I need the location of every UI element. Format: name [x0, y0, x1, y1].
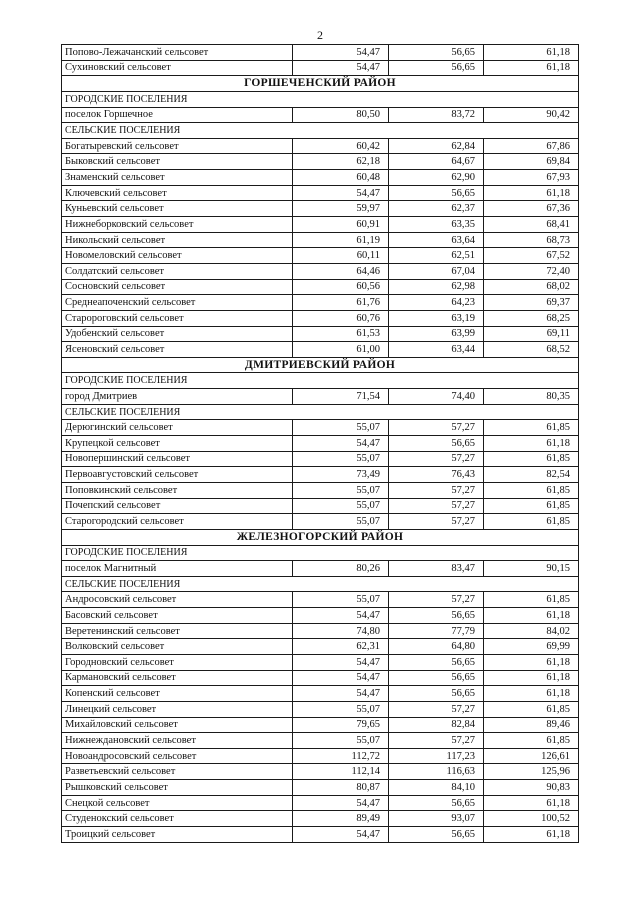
value-cell-2: 62,37	[389, 201, 484, 217]
subsection-label: СЕЛЬСКИЕ ПОСЕЛЕНИЯ	[62, 123, 579, 139]
value-cell-1: 61,76	[293, 295, 389, 311]
value-cell-3: 61,18	[484, 185, 579, 201]
table-row	[62, 827, 579, 843]
value-cell-1: 61,53	[293, 326, 389, 342]
value-cell-3: 61,18	[484, 436, 579, 452]
value-cell-1: 55,07	[293, 482, 389, 498]
value-cell-2: 57,27	[389, 482, 484, 498]
value-cell-3: 61,18	[484, 670, 579, 686]
table-row	[62, 467, 579, 483]
settlement-name: Троицкий сельсовет	[62, 827, 293, 843]
value-cell-3: 68,25	[484, 310, 579, 326]
settlement-name: Новопершинский сельсовет	[62, 451, 293, 467]
value-cell-1: 73,49	[293, 467, 389, 483]
value-cell-2: 64,67	[389, 154, 484, 170]
settlement-name: Копенский сельсовет	[62, 686, 293, 702]
value-cell-2: 56,65	[389, 827, 484, 843]
table-row	[62, 279, 579, 295]
settlement-name: Ясеновский сельсовет	[62, 342, 293, 358]
value-cell-2: 84,10	[389, 780, 484, 796]
settlement-name: город Дмитриев	[62, 389, 293, 405]
value-cell-1: 60,76	[293, 310, 389, 326]
value-cell-1: 80,87	[293, 780, 389, 796]
table-row	[62, 263, 579, 279]
settlement-name: Михайловский сельсовет	[62, 717, 293, 733]
table-row	[62, 733, 579, 749]
value-cell-1: 62,18	[293, 154, 389, 170]
value-cell-1: 54,47	[293, 608, 389, 624]
table-row	[62, 639, 579, 655]
value-cell-3: 61,85	[484, 420, 579, 436]
value-cell-2: 63,99	[389, 326, 484, 342]
value-cell-1: 79,65	[293, 717, 389, 733]
value-cell-3: 61,18	[484, 827, 579, 843]
value-cell-2: 56,65	[389, 436, 484, 452]
value-cell-3: 61,85	[484, 482, 579, 498]
value-cell-1: 54,47	[293, 686, 389, 702]
value-cell-3: 68,52	[484, 342, 579, 358]
settlement-name: Почепский сельсовет	[62, 498, 293, 514]
value-cell-1: 61,00	[293, 342, 389, 358]
table-row	[62, 295, 579, 311]
settlement-name: Новомеловский сельсовет	[62, 248, 293, 264]
table-row	[62, 482, 579, 498]
value-cell-3: 67,36	[484, 201, 579, 217]
settlement-name: Знаменский сельсовет	[62, 170, 293, 186]
value-cell-1: 55,07	[293, 514, 389, 530]
settlement-name: Нижнеждановский сельсовет	[62, 733, 293, 749]
settlement-name: Разветьевский сельсовет	[62, 764, 293, 780]
settlement-name: Поповкинский сельсовет	[62, 482, 293, 498]
table-row	[62, 811, 579, 827]
value-cell-3: 68,41	[484, 217, 579, 233]
value-cell-2: 62,90	[389, 170, 484, 186]
value-cell-3: 90,83	[484, 780, 579, 796]
settlement-name: Нижнеборковский сельсовет	[62, 217, 293, 233]
value-cell-2: 57,27	[389, 701, 484, 717]
table-row	[62, 717, 579, 733]
table-row	[62, 498, 579, 514]
table-row	[62, 45, 579, 61]
value-cell-3: 61,18	[484, 60, 579, 76]
settlement-name: Дерюгинский сельсовет	[62, 420, 293, 436]
value-cell-2: 57,27	[389, 592, 484, 608]
settlement-name: Городновский сельсовет	[62, 654, 293, 670]
value-cell-2: 56,65	[389, 45, 484, 61]
value-cell-2: 57,27	[389, 498, 484, 514]
table-row	[62, 748, 579, 764]
table-row	[62, 561, 579, 577]
value-cell-1: 60,48	[293, 170, 389, 186]
value-cell-2: 93,07	[389, 811, 484, 827]
district-name: ГОРШЕЧЕНСКИЙ РАЙОН	[62, 76, 579, 92]
value-cell-2: 83,72	[389, 107, 484, 123]
table-row	[62, 592, 579, 608]
value-cell-1: 54,47	[293, 185, 389, 201]
district-name: ДМИТРИЕВСКИЙ РАЙОН	[62, 357, 579, 373]
settlement-name: поселок Горшечное	[62, 107, 293, 123]
settlement-name: Среднеапоченский сельсовет	[62, 295, 293, 311]
value-cell-1: 60,91	[293, 217, 389, 233]
table-row	[62, 451, 579, 467]
value-cell-1: 54,47	[293, 436, 389, 452]
settlement-name: Новоандросовский сельсовет	[62, 748, 293, 764]
settlement-name: Рышковский сельсовет	[62, 780, 293, 796]
value-cell-3: 69,37	[484, 295, 579, 311]
subsection-header-row	[62, 123, 579, 139]
value-cell-2: 56,65	[389, 670, 484, 686]
settlement-name: поселок Магнитный	[62, 561, 293, 577]
settlement-name: Веретенинский сельсовет	[62, 623, 293, 639]
value-cell-1: 112,72	[293, 748, 389, 764]
value-cell-3: 61,18	[484, 608, 579, 624]
value-cell-1: 60,42	[293, 138, 389, 154]
subsection-header-row	[62, 404, 579, 420]
value-cell-1: 54,47	[293, 654, 389, 670]
settlement-name: Удобенский сельсовет	[62, 326, 293, 342]
table-row	[62, 232, 579, 248]
table-row	[62, 780, 579, 796]
value-cell-2: 82,84	[389, 717, 484, 733]
value-cell-1: 74,80	[293, 623, 389, 639]
table-row	[62, 654, 579, 670]
value-cell-1: 54,47	[293, 670, 389, 686]
table-row	[62, 701, 579, 717]
value-cell-2: 56,65	[389, 686, 484, 702]
value-cell-2: 74,40	[389, 389, 484, 405]
settlement-name: Быковский сельсовет	[62, 154, 293, 170]
value-cell-2: 57,27	[389, 733, 484, 749]
settlement-name: Студенокский сельсовет	[62, 811, 293, 827]
table-row	[62, 764, 579, 780]
value-cell-3: 61,85	[484, 592, 579, 608]
value-cell-3: 61,18	[484, 45, 579, 61]
value-cell-2: 76,43	[389, 467, 484, 483]
table-body	[62, 45, 579, 843]
table-row	[62, 185, 579, 201]
settlement-name: Ключевский сельсовет	[62, 185, 293, 201]
value-cell-2: 56,65	[389, 185, 484, 201]
value-cell-2: 64,23	[389, 295, 484, 311]
table-row	[62, 326, 579, 342]
subsection-label: СЕЛЬСКИЕ ПОСЕЛЕНИЯ	[62, 404, 579, 420]
value-cell-2: 62,84	[389, 138, 484, 154]
value-cell-2: 67,04	[389, 263, 484, 279]
value-cell-2: 63,19	[389, 310, 484, 326]
value-cell-2: 63,64	[389, 232, 484, 248]
value-cell-2: 57,27	[389, 451, 484, 467]
settlement-name: Кармановский сельсовет	[62, 670, 293, 686]
value-cell-3: 67,86	[484, 138, 579, 154]
value-cell-1: 54,47	[293, 795, 389, 811]
table-row	[62, 154, 579, 170]
settlement-name: Сосновский сельсовет	[62, 279, 293, 295]
value-cell-1: 55,07	[293, 451, 389, 467]
value-cell-2: 56,65	[389, 654, 484, 670]
value-cell-1: 62,31	[293, 639, 389, 655]
subsection-header-row	[62, 545, 579, 561]
value-cell-3: 61,18	[484, 686, 579, 702]
settlement-name: Волковский сельсовет	[62, 639, 293, 655]
value-cell-3: 69,84	[484, 154, 579, 170]
value-cell-2: 77,79	[389, 623, 484, 639]
value-cell-3: 82,54	[484, 467, 579, 483]
value-cell-1: 61,19	[293, 232, 389, 248]
settlement-name: Андросовский сельсовет	[62, 592, 293, 608]
value-cell-3: 126,61	[484, 748, 579, 764]
value-cell-2: 63,35	[389, 217, 484, 233]
value-cell-2: 116,63	[389, 764, 484, 780]
value-cell-3: 61,85	[484, 451, 579, 467]
value-cell-2: 64,80	[389, 639, 484, 655]
settlement-name: Куньевский сельсовет	[62, 201, 293, 217]
table-row	[62, 342, 579, 358]
settlement-name: Солдатский сельсовет	[62, 263, 293, 279]
settlement-name: Богатыревский сельсовет	[62, 138, 293, 154]
subsection-label: СЕЛЬСКИЕ ПОСЕЛЕНИЯ	[62, 576, 579, 592]
subsection-label: ГОРОДСКИЕ ПОСЕЛЕНИЯ	[62, 91, 579, 107]
value-cell-3: 61,85	[484, 733, 579, 749]
table-row	[62, 248, 579, 264]
table-row	[62, 436, 579, 452]
value-cell-1: 80,50	[293, 107, 389, 123]
table-row	[62, 670, 579, 686]
value-cell-3: 67,52	[484, 248, 579, 264]
value-cell-2: 57,27	[389, 420, 484, 436]
settlement-name: Попово-Лежачанский сельсовет	[62, 45, 293, 61]
table-row	[62, 389, 579, 405]
value-cell-1: 60,56	[293, 279, 389, 295]
table-row	[62, 201, 579, 217]
value-cell-3: 61,18	[484, 795, 579, 811]
table-row	[62, 60, 579, 76]
subsection-label: ГОРОДСКИЕ ПОСЕЛЕНИЯ	[62, 545, 579, 561]
value-cell-3: 90,15	[484, 561, 579, 577]
value-cell-3: 61,18	[484, 654, 579, 670]
value-cell-3: 68,73	[484, 232, 579, 248]
value-cell-3: 69,99	[484, 639, 579, 655]
table-row	[62, 623, 579, 639]
settlement-table	[61, 44, 579, 843]
value-cell-3: 84,02	[484, 623, 579, 639]
value-cell-2: 56,65	[389, 608, 484, 624]
value-cell-3: 90,42	[484, 107, 579, 123]
value-cell-3: 67,93	[484, 170, 579, 186]
value-cell-1: 54,47	[293, 45, 389, 61]
subsection-header-row	[62, 373, 579, 389]
value-cell-1: 55,07	[293, 733, 389, 749]
value-cell-3: 69,11	[484, 326, 579, 342]
value-cell-3: 68,02	[484, 279, 579, 295]
value-cell-3: 61,85	[484, 498, 579, 514]
settlement-name: Крупецкой сельсовет	[62, 436, 293, 452]
settlement-name: Никольский сельсовет	[62, 232, 293, 248]
district-header-row	[62, 529, 579, 545]
value-cell-3: 61,85	[484, 514, 579, 530]
settlement-name: Басовский сельсовет	[62, 608, 293, 624]
settlement-name: Старогородский сельсовет	[62, 514, 293, 530]
subsection-header-row	[62, 91, 579, 107]
value-cell-1: 59,97	[293, 201, 389, 217]
table-row	[62, 170, 579, 186]
table-row	[62, 107, 579, 123]
value-cell-1: 55,07	[293, 498, 389, 514]
value-cell-1: 89,49	[293, 811, 389, 827]
value-cell-3: 61,85	[484, 701, 579, 717]
table-row	[62, 217, 579, 233]
table-row	[62, 420, 579, 436]
value-cell-1: 55,07	[293, 420, 389, 436]
settlement-name: Первоавгустовский сельсовет	[62, 467, 293, 483]
value-cell-3: 89,46	[484, 717, 579, 733]
value-cell-3: 80,35	[484, 389, 579, 405]
value-cell-2: 57,27	[389, 514, 484, 530]
value-cell-2: 62,98	[389, 279, 484, 295]
subsection-header-row	[62, 576, 579, 592]
settlement-name: Линецкий сельсовет	[62, 701, 293, 717]
value-cell-1: 54,47	[293, 60, 389, 76]
table-row	[62, 795, 579, 811]
value-cell-1: 64,46	[293, 263, 389, 279]
district-header-row	[62, 76, 579, 92]
value-cell-1: 60,11	[293, 248, 389, 264]
value-cell-2: 56,65	[389, 795, 484, 811]
value-cell-3: 100,52	[484, 811, 579, 827]
value-cell-2: 62,51	[389, 248, 484, 264]
value-cell-1: 54,47	[293, 827, 389, 843]
subsection-label: ГОРОДСКИЕ ПОСЕЛЕНИЯ	[62, 373, 579, 389]
value-cell-2: 117,23	[389, 748, 484, 764]
value-cell-1: 55,07	[293, 592, 389, 608]
value-cell-2: 63,44	[389, 342, 484, 358]
value-cell-3: 72,40	[484, 263, 579, 279]
value-cell-1: 112,14	[293, 764, 389, 780]
settlement-name: Снецкой сельсовет	[62, 795, 293, 811]
table-row	[62, 686, 579, 702]
value-cell-1: 55,07	[293, 701, 389, 717]
value-cell-2: 56,65	[389, 60, 484, 76]
table-row	[62, 608, 579, 624]
value-cell-2: 83,47	[389, 561, 484, 577]
value-cell-1: 71,54	[293, 389, 389, 405]
page-number: 2	[317, 28, 323, 42]
district-name: ЖЕЛЕЗНОГОРСКИЙ РАЙОН	[62, 529, 579, 545]
table-row	[62, 138, 579, 154]
value-cell-1: 80,26	[293, 561, 389, 577]
district-header-row	[62, 357, 579, 373]
settlement-name: Старороговский сельсовет	[62, 310, 293, 326]
value-cell-3: 125,96	[484, 764, 579, 780]
settlement-name: Сухиновский сельсовет	[62, 60, 293, 76]
table-row	[62, 514, 579, 530]
table-row	[62, 310, 579, 326]
